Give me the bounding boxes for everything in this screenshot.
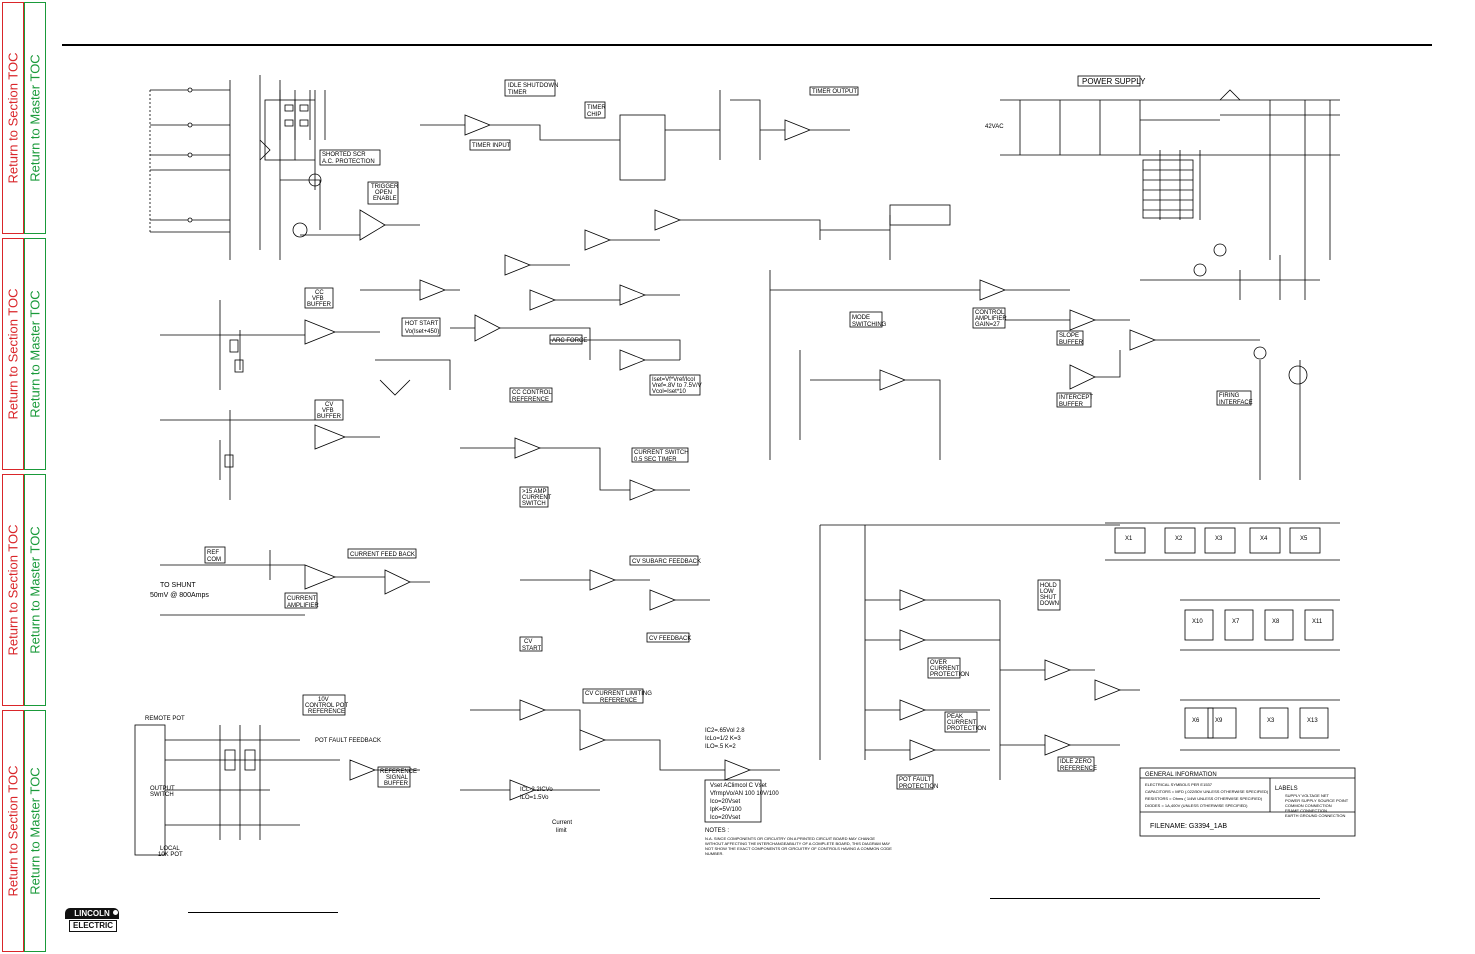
ic2-formula-2: IcLo=1/2 K=3 <box>705 736 741 742</box>
intercept-label: INTERCEPT <box>1059 395 1094 401</box>
ic2-formula-1: IC2=.65Vol 2.8 <box>705 728 745 734</box>
return-to-section-toc-link-4[interactable] <box>2 710 24 952</box>
trigger-open-enable-block <box>300 182 420 240</box>
section-toc-label: Return to Section TOC <box>5 52 21 184</box>
idle-zero-label: IDLE ZERO <box>1060 759 1092 765</box>
return-to-master-toc-link-2[interactable] <box>24 238 46 470</box>
master-toc-label: Return to Master TOC <box>27 290 43 418</box>
slope-intercept-section <box>1005 310 1307 480</box>
switching-label: SWITCHING <box>852 322 887 328</box>
start-label: START <box>522 646 542 652</box>
vfb-label: VFB <box>312 296 324 302</box>
pot-fault-feedback-label: POT FAULT FEEDBACK <box>315 738 382 744</box>
hot-start-formula: Vo(Iset+450) <box>405 329 440 335</box>
return-to-master-toc-link-4[interactable] <box>24 710 46 952</box>
output-label: OUTPUT <box>150 786 175 792</box>
current-switch-label: CURRENT SWITCH <box>634 450 689 456</box>
vset-formula-4: IpK=5V/100 <box>710 807 742 813</box>
timer-label: TIMER <box>508 90 527 96</box>
notes-line-3: NOT SHOW THE EXACT COMPONENTS OR CIRCUITRY OF CONTROLS HAVING A COMMON CODE <box>705 846 892 851</box>
icl-formula-1: ICL-2.2ICVo <box>520 787 553 793</box>
gain-label: GAIN=27 <box>975 322 1000 328</box>
com-label: COM <box>207 557 221 563</box>
filename-label: FILENAME: G3394_1AB <box>1150 823 1228 830</box>
control-label: CONTROL <box>975 310 1005 316</box>
idle-shutdown-timer-section <box>420 80 858 180</box>
ic-x5-label: X5 <box>1300 536 1308 542</box>
ic-row-2 <box>1180 600 1340 650</box>
amplifier-label-2: AMPLIFIER <box>287 603 319 609</box>
cv-limit-reference-label: REFERENCE <box>600 698 638 704</box>
power-supply-section <box>985 76 1340 300</box>
open-label: OPEN <box>375 190 393 196</box>
amp-current-label: CURRENT <box>522 495 552 501</box>
reference-label: REFERENCE <box>512 397 550 403</box>
timer-05-label: 0.5 SEC TIMER <box>634 457 677 463</box>
label-power-supply: POWER SUPPLY SOURCE POINT <box>1285 798 1349 803</box>
labels-title: LABELS <box>1275 786 1298 792</box>
general-information-box <box>1140 768 1355 836</box>
current-feedback-label: CURRENT FEED BACK <box>350 552 415 558</box>
section-toc-label: Return to Section TOC <box>5 288 21 420</box>
control-pot-section <box>135 695 420 858</box>
hot-start-section <box>360 280 460 395</box>
general-info-title: GENERAL INFORMATION <box>1145 772 1217 778</box>
logo-dot <box>113 910 118 915</box>
control-pot-label: CONTROL POT <box>305 703 349 709</box>
ic-x13-label: X13 <box>1307 718 1318 724</box>
firing-label: FIRING <box>1219 393 1240 399</box>
side-navigation <box>0 0 46 954</box>
timer-output-label: TIMER OUTPUT <box>812 89 857 95</box>
intercept-buffer-label: BUFFER <box>1059 402 1083 408</box>
label-common: COMMON CONNECTION <box>1285 803 1332 808</box>
to-shunt-label: TO SHUNT <box>160 582 196 589</box>
ic-x2-label: X2 <box>1175 536 1183 542</box>
logo-lincoln-text: LINCOLN <box>65 908 119 919</box>
general-info-line-1: ELECTRICAL SYMBOLS PER E1537 <box>1145 782 1212 787</box>
vset-formula-2: VfrmpVo/AN 100 10V/100 <box>710 791 779 797</box>
cv-feedback-section <box>520 556 710 652</box>
return-to-master-toc-link-3[interactable] <box>24 474 46 706</box>
ref-label: REF <box>207 550 219 556</box>
control-amplifier-section <box>760 205 1070 460</box>
ac-input-label: 42VAC <box>985 124 1004 130</box>
cv-start-cv-label: CV <box>524 639 533 645</box>
low-label: LOW <box>1040 589 1054 595</box>
ac-protection-label: A.C. PROTECTION <box>322 159 375 165</box>
general-info-line-4: DIODES = 1A,400V (UNLESS OTHERWISE SPECIFIED) <box>1145 803 1248 808</box>
shut-label: SHUT <box>1040 595 1057 601</box>
signal-label: SIGNAL <box>386 775 409 781</box>
peak-protection-label: PROTECTION <box>947 726 987 732</box>
return-to-section-toc-link-2[interactable] <box>2 238 24 470</box>
iset-formula-1: Iset=Vf*Vref/Icol <box>652 377 695 383</box>
chip-label: CHIP <box>587 112 602 118</box>
cv-current-limiting-label: CV CURRENT LIMITING <box>585 691 652 697</box>
ref-signal-label: REFERENCE <box>380 769 418 775</box>
over-current-label: CURRENT <box>930 666 960 672</box>
label-earth: EARTH GROUND CONNECTION <box>1285 813 1346 818</box>
ic-x3b-label: X3 <box>1267 718 1275 724</box>
enable-label: ENABLE <box>373 196 397 202</box>
idle-reference-label: REFERENCE <box>1060 766 1098 772</box>
limit-label: limit <box>556 828 567 834</box>
current-label: CURRENT <box>287 596 317 602</box>
peak-current-label: CURRENT <box>947 720 977 726</box>
current-feedback-section <box>150 547 430 615</box>
arc-force-label: ARC FORCE <box>552 338 588 344</box>
notes-line-4: NUMBER. <box>705 851 724 856</box>
cv-vfb-label: VFB <box>322 408 334 414</box>
interface-label: INTERFACE <box>1219 400 1253 406</box>
bottom-rule-right <box>990 898 1320 899</box>
local-label: LOCAL <box>160 846 180 852</box>
notes-section <box>705 828 892 856</box>
cc-control-label: CC CONTROL <box>512 390 552 396</box>
vset-formula-3: Ico=20Vset <box>710 799 741 805</box>
schematic-diagram <box>120 60 1370 860</box>
section-toc-label: Return to Section TOC <box>5 524 21 656</box>
down-label: DOWN <box>1040 601 1059 607</box>
cv-buffer-label: BUFFER <box>317 414 341 420</box>
ic-x9-label: X9 <box>1215 718 1223 724</box>
current-switch-section <box>460 438 690 507</box>
general-info-line-3: RESISTORS = Ohms ( 1/4W UNLESS OTHERWISE SPECIFIED) <box>1145 796 1263 801</box>
logo-electric-text: ELECTRIC <box>69 920 117 932</box>
return-to-section-toc-link-1[interactable] <box>2 2 24 234</box>
return-to-section-toc-link-3[interactable] <box>2 474 24 706</box>
over-protection-label: PROTECTION <box>930 672 970 678</box>
cv-current-limiting-section <box>460 689 780 834</box>
notes-title: NOTES : <box>705 828 730 834</box>
notes-line-1: N.A. SINCE COMPONENTS OR CIRCUITRY ON A PRINTED CIRCUIT BOARD MAY CHANGE <box>705 836 876 841</box>
ic-x7-label: X7 <box>1232 619 1240 625</box>
signal-buffer-label: BUFFER <box>384 781 408 787</box>
pot-fault-label: POT FAULT <box>899 777 932 783</box>
hot-start-label: HOT START <box>405 321 439 327</box>
ic-x10-label: X10 <box>1192 619 1203 625</box>
over-label: OVER <box>930 660 948 666</box>
cc-label: CC <box>315 290 324 296</box>
notes-line-2: WITHOUT AFFECTING THE INTERCHANGEABILITY OF A COMPLETE BOARD, THIS DIAGRAM MAY <box>705 841 891 846</box>
buffer-label: BUFFER <box>307 302 331 308</box>
slope-buffer-label: BUFFER <box>1059 340 1083 346</box>
general-info-line-2: CAPACITORS = MFD (.022/50V UNLESS OTHERWISE SPECIFIED) <box>1145 789 1269 794</box>
shunt-spec-label: 50mV @ 800Amps <box>150 592 209 599</box>
header-rule <box>62 44 1432 46</box>
label-frame: FRAME CONNECTION <box>1285 808 1327 813</box>
lincoln-electric-logo <box>65 908 121 934</box>
amp-15-label: >15 AMP <box>522 489 547 495</box>
master-toc-label: Return to Master TOC <box>27 526 43 654</box>
master-toc-label: Return to Master TOC <box>27 767 43 895</box>
cv-label: CV <box>325 402 334 408</box>
label-supply-voltage: SUPPLY VOLTAGE NET <box>1285 793 1329 798</box>
cv-feedback-label: CV FEEDBACK <box>649 636 692 642</box>
local-pot-label: 10K POT <box>158 852 183 858</box>
10v-label: 10V <box>318 697 329 703</box>
amp-switch-label: SWITCH <box>522 501 546 507</box>
ic-x11-label: X11 <box>1312 619 1323 625</box>
ic-x6-label: X6 <box>1192 718 1200 724</box>
master-toc-label: Return to Master TOC <box>27 54 43 182</box>
current-limit-label: Current <box>552 820 573 826</box>
pot-fault-protection-label: PROTECTION <box>899 784 939 790</box>
pot-reference-label: REFERENCE <box>308 709 346 715</box>
ic-x3-label: X3 <box>1215 536 1223 542</box>
cv-subarc-label: CV SUBARC FEEDBACK <box>632 559 702 565</box>
ic-row-3 <box>1180 700 1340 750</box>
slope-label: SLOPE <box>1059 333 1080 339</box>
iset-formula-3: Vcol=Iset*10 <box>652 389 686 395</box>
ic-x8-label: X8 <box>1272 619 1280 625</box>
ic-x1-label: X1 <box>1125 536 1133 542</box>
idle-shutdown-label: IDLE SHUTDOWN <box>508 83 559 89</box>
iset-formula-2: Vref=.8V to 7.5V/V <box>652 383 702 389</box>
vset-formula-5: Ico=20Vset <box>710 815 741 821</box>
shorted-scr-label: SHORTED SCR <box>322 152 366 158</box>
ic-row-1 <box>1105 523 1340 560</box>
power-supply-title: POWER SUPPLY <box>1082 77 1146 86</box>
section-toc-label: Return to Section TOC <box>5 765 21 897</box>
timer-input-label: TIMER INPUT <box>472 143 511 149</box>
timer-chip-label: TIMER <box>587 105 606 111</box>
return-to-master-toc-link-1[interactable] <box>24 2 46 234</box>
cc-vfb-buffer-section <box>160 288 380 390</box>
protection-section <box>820 525 1140 790</box>
icl-formula-2: ILO=1.5Vo <box>520 795 549 801</box>
cv-vfb-buffer-section <box>160 400 380 500</box>
amplifier-label: AMPLIFIER <box>975 316 1007 322</box>
hold-label: HOLD <box>1040 583 1057 589</box>
bottom-rule-left <box>188 912 338 913</box>
ic-x4-label: X4 <box>1260 536 1268 542</box>
cc-control-section <box>450 210 760 403</box>
remote-pot-label: REMOTE POT <box>145 716 185 722</box>
peak-label: PEAK <box>947 714 964 720</box>
switch-label: SWITCH <box>150 792 174 798</box>
trigger-label: TRIGGER <box>371 184 399 190</box>
ic2-formula-3: ILO=.5 K=2 <box>705 744 736 750</box>
vset-formula-1: Vset AClimcol C Vset <box>710 783 767 789</box>
mode-label: MODE <box>852 315 870 321</box>
